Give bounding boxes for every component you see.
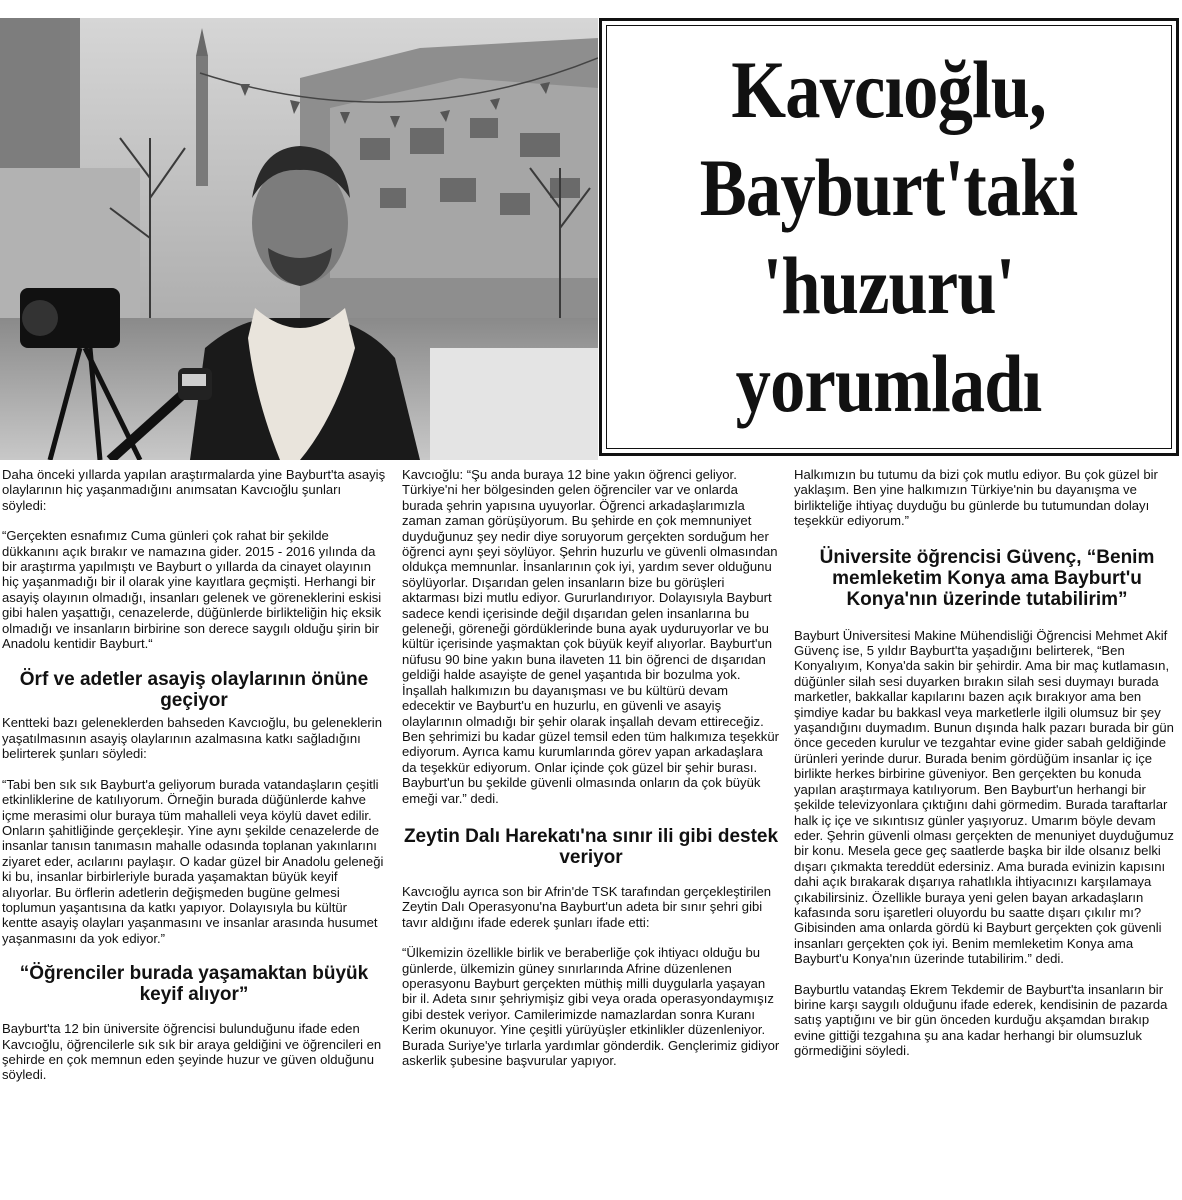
paragraph: Daha önceki yıllarda yapılan araştırmalarda yine Bayburt'ta asayiş olaylarının hiç yaşanmadığını anımsatan Kavcıoğlu şunları söyledi: [2, 467, 386, 513]
headline-line: Bayburt'taki [700, 142, 1078, 233]
paragraph: “Ülkemizin özellikle birlik ve beraberliğe çok ihtiyacı olduğu bu günlerde, ülkemizin güney sınırlarında Afrine düzenlenen operasyonu Bayburt gerçekten müthiş milli duygularla yaşayan bir il. Adeta sınır şehriymişiz gibi veya orada operasyondaymışız gibi destek veriyor. Camilerimizde namazlardan sonra Kuranı Kerim okunuyor. Yine çeşitli yürüyüşler etkinlikler düzenleniyor. Burada Suriye'ye tırlarla yardımlar gönderdik. Gençlerimiz gidiyor askerlik şubesine başvurular yapıyor. [402, 945, 780, 1068]
headline-line: yorumladı [736, 338, 1042, 429]
article-column-1 [2, 467, 386, 1083]
article-photo [0, 18, 598, 460]
paragraph: Kavcıoğlu ayrıca son bir Afrin'de TSK tarafından gerçekleştirilen Zeytin Dalı Operasyonu'na Bayburt'un adeta bir sınır şehri gibi tavır aldığını ifade ederek şunları ifade etti: [402, 883, 772, 930]
paragraph: “Tabi ben sık sık Bayburt'a geliyorum burada vatandaşların çeşitli etkinliklerine de katılıyorum. Örneğin burada düğünlerde kahve içme merasimi olur buraya tüm mahalleli veya köylü davet edilir. Onların şahitliğinde gerçekleşir. Yine aynı şekilde cenazelerde de insanlar tanısın tanımasın mahalle odasında toplanan yakınlarını ziyaret eder, acılarını paylaşır. O kadar güzel bir Anadolu geleneği ki bu, insanlar birbirleriyle burada yaşamaktan büyük keyif alıyorlar. Bu örflerin adetlerin değişmeden bugüne gelmesi toplumun yaşantısına da katkı yapıyor. Dolayısıyla bu kültür kentte asayiş olayları yaşanmasını ve insanlar arasında husumet yaşanmasını da yok ediyor.” [2, 776, 384, 946]
subheading: Örf ve adetler asayiş olaylarının önüne geçiyor [19, 669, 369, 712]
photo-interview-icon [0, 18, 598, 460]
article-column-2 [402, 467, 780, 1068]
subheading: Zeytin Dalı Harekatı'na sınır ili gibi destek veriyor [403, 825, 779, 868]
paragraph: Bayburt'ta 12 bin üniversite öğrencisi bulunduğunu ifade eden Kavcıoğlu, öğrencilerle sık sık bir araya geldiğini ve öğrencileri en şehirde en çok memnun eden şeyinde huzur ve güven olduğunu söyledi. [2, 1021, 382, 1083]
paragraph: Kentteki bazı geleneklerden bahseden Kavcıoğlu, bu geleneklerin yaşatılmasının asayiş olaylarının azalmasına katkı sağladığını belirterek şunları söyledi: [2, 715, 382, 762]
paragraph: “Gerçekten esnafımız Cuma günleri çok rahat bir şekilde dükkanını açık bırakır ve namazına gider. 2015 - 2016 yılında da bir araştırma yapılmıştı ve Bayburt o yıllarda da cinayet olayının hiç yaşanmadığı bir il olarak yine kayıtlara geçmişti. Herhangi bir asayiş olayının olmadığı, insanları gelenek ve göreneklerini eskisi gibi halen yaşattığı, cenazelerde, düğünlerde birlikteliğin hiç eksik olmadığı ve insanların birbirine son derece saygılı olduğu şirin bir Anadolu kentidir Bayburt.“ [2, 528, 382, 652]
subheading: “Öğrenciler burada yaşamaktan büyük keyif alıyor” [19, 963, 369, 1006]
headline-box [599, 18, 1179, 456]
subheading: Üniversite öğrencisi Güvenç, “Benim memleketim Konya ama Bayburt'u Konya'nın üzerinde tutabilirim” [819, 546, 1155, 610]
paragraph: Kavcıoğlu: “Şu anda buraya 12 bine yakın öğrenci geliyor. Türkiye'ni her bölgesinden gelen öğrenciler var ve onlarda burada şehrin yapısına uyuyorlar. Öğrenci arkadaşlarımızla zaman zaman görüşüyorum. Bu şehirde en çok memnuniyet duyduğunuz şey nedir diye soruyorum gerçekten sorduğum her öğrenci aynı şeyi söylüyor. Şehrin huzurlu ve güvenli olmasından oldukça memnunlar. İnsanlarının çok iyi, yardım sever olduğunu söylüyorlar. Dışarıdan gelen insanların bize bu görüşleri aktarması bizi mutlu ediyor. Gururlandırıyor. Dolayısıyla Bayburt sadece kendi içerisinde değil dışarıdan gelen insanlarına bu geleneği, göreneği gördüklerinde buna ayak uyduruyorlar ve bu kültür içerisinde yaşmaktan çok büyük keyif alıyorlar. Bayburt'un nüfusu 90 bine yakın buna ilaveten 11 bin öğrenci de dışarıdan geldiği halde asayişte de genel yaşantıda bir bozulma yok. İnşallah halkımızın bu dayanışması ve bu kültürü devam edecektir ve Bayburt'u en huzurlu, en güvenli ve asayiş olaylarının olmadığı bir şehir olarak inşallah devam ettireceğiz. Ben şehrimizi bu kadar güzel temsil eden tüm halkımıza teşekkür ediyorum. Ayrıca kamu kurumlarında görev yapan arkadaşlara da teşekkür ediyorum. Onlar içinde çok güzel bir şehir burası. Bayburt'un bu şekilde güvenli olmasında onların da çok büyük emeği var.” dedi. [402, 467, 779, 806]
headline-line: Kavcıoğlu, [731, 44, 1047, 135]
paragraph: Halkımızın bu tutumu da bizi çok mutlu ediyor. Bu çok güzel bir yaklaşım. Ben yine halkımızın Türkiye'nin bu dayanışma ve birlikteliğe ihtiyaç duyduğu bu günlerde bu tutumundan dolayı teşekkür ediyorum.” [794, 467, 1158, 529]
article-column-3 [794, 467, 1180, 1059]
paragraph: Bayburtlu vatandaş Ekrem Tekdemir de Bayburt'ta insanların bir birine karşı saygılı olduğunu ifade ederek, kendisinin de pazarda satış yaptığını ve bir gün önceden kurduğu akşamdan bırakıp evine gittiği tezgahına şu ana kadar herhangi bir olumsuzluk görmediğini söyledi. [794, 981, 1168, 1059]
paragraph: Bayburt Üniversitesi Makine Mühendisliği Öğrencisi Mehmet Akif Güvenç ise, 5 yıldır Bayburt'ta yaşadığını belirterek, “Ben Konyalıyım, Konya'da sakin bir şehirdir. Ama bir maç kutlamasın, düğünler silah sesi duyarken bırakın silah sesi duymayı burada marketler, bakkallar kapılarını bazen açık bırakıyor ama ben şimdiye kadar bu bakkasl veya marketlerle ilgili olumsuz bir şey yaşandığını duymadım. Bunun dışında halk pazarı burada bir gün önce geceden kurulur ve tezgahtar evine gider sabah geldiğinde ürünleri yerinde durur. Burada benim gördüğüm insanlar iç içe birlikte herkes birbirine güveniyor. Ben gerçekten bu konuda yapılan araştırmaya katılıyorum. Ben Bayburt'un herhangi bir şekilde televizyonlara çıktığını dahi görmedim. Burada taraftarlar halk iç içe ve sıkıntısız günler yaşıyoruz. Umarım böyle devam eder. Şehrin güvenli olması gerçekten de menuniyet duyduğumuz bir konu. Mesela gece geç saatlerde başka bir ilde olsanız belki dışarı çıkmakta tereddüt edersiniz. Ama burada evinizin kapısını dahi açık bırakarak dışarıya rahatlıkla ihtiyacınızı karşılamaya çıkabilirsiniz. Özellikle buraya yeni gelen bayan arkadaşların kafasında soru işaretleri oluyordu bu saatte dışarı çıkılır mı? Gibisinden ama onlarda gördü ki Bayburt gerçekten çok güvenli insanları gerçekten çok iyi. Benim memleketim Konya ama Bayburt'u Konya'nın üzerinde tutabilirim.” dedi. [794, 627, 1174, 967]
headline-line: 'huzuru' [763, 240, 1015, 331]
headline [700, 41, 1078, 433]
